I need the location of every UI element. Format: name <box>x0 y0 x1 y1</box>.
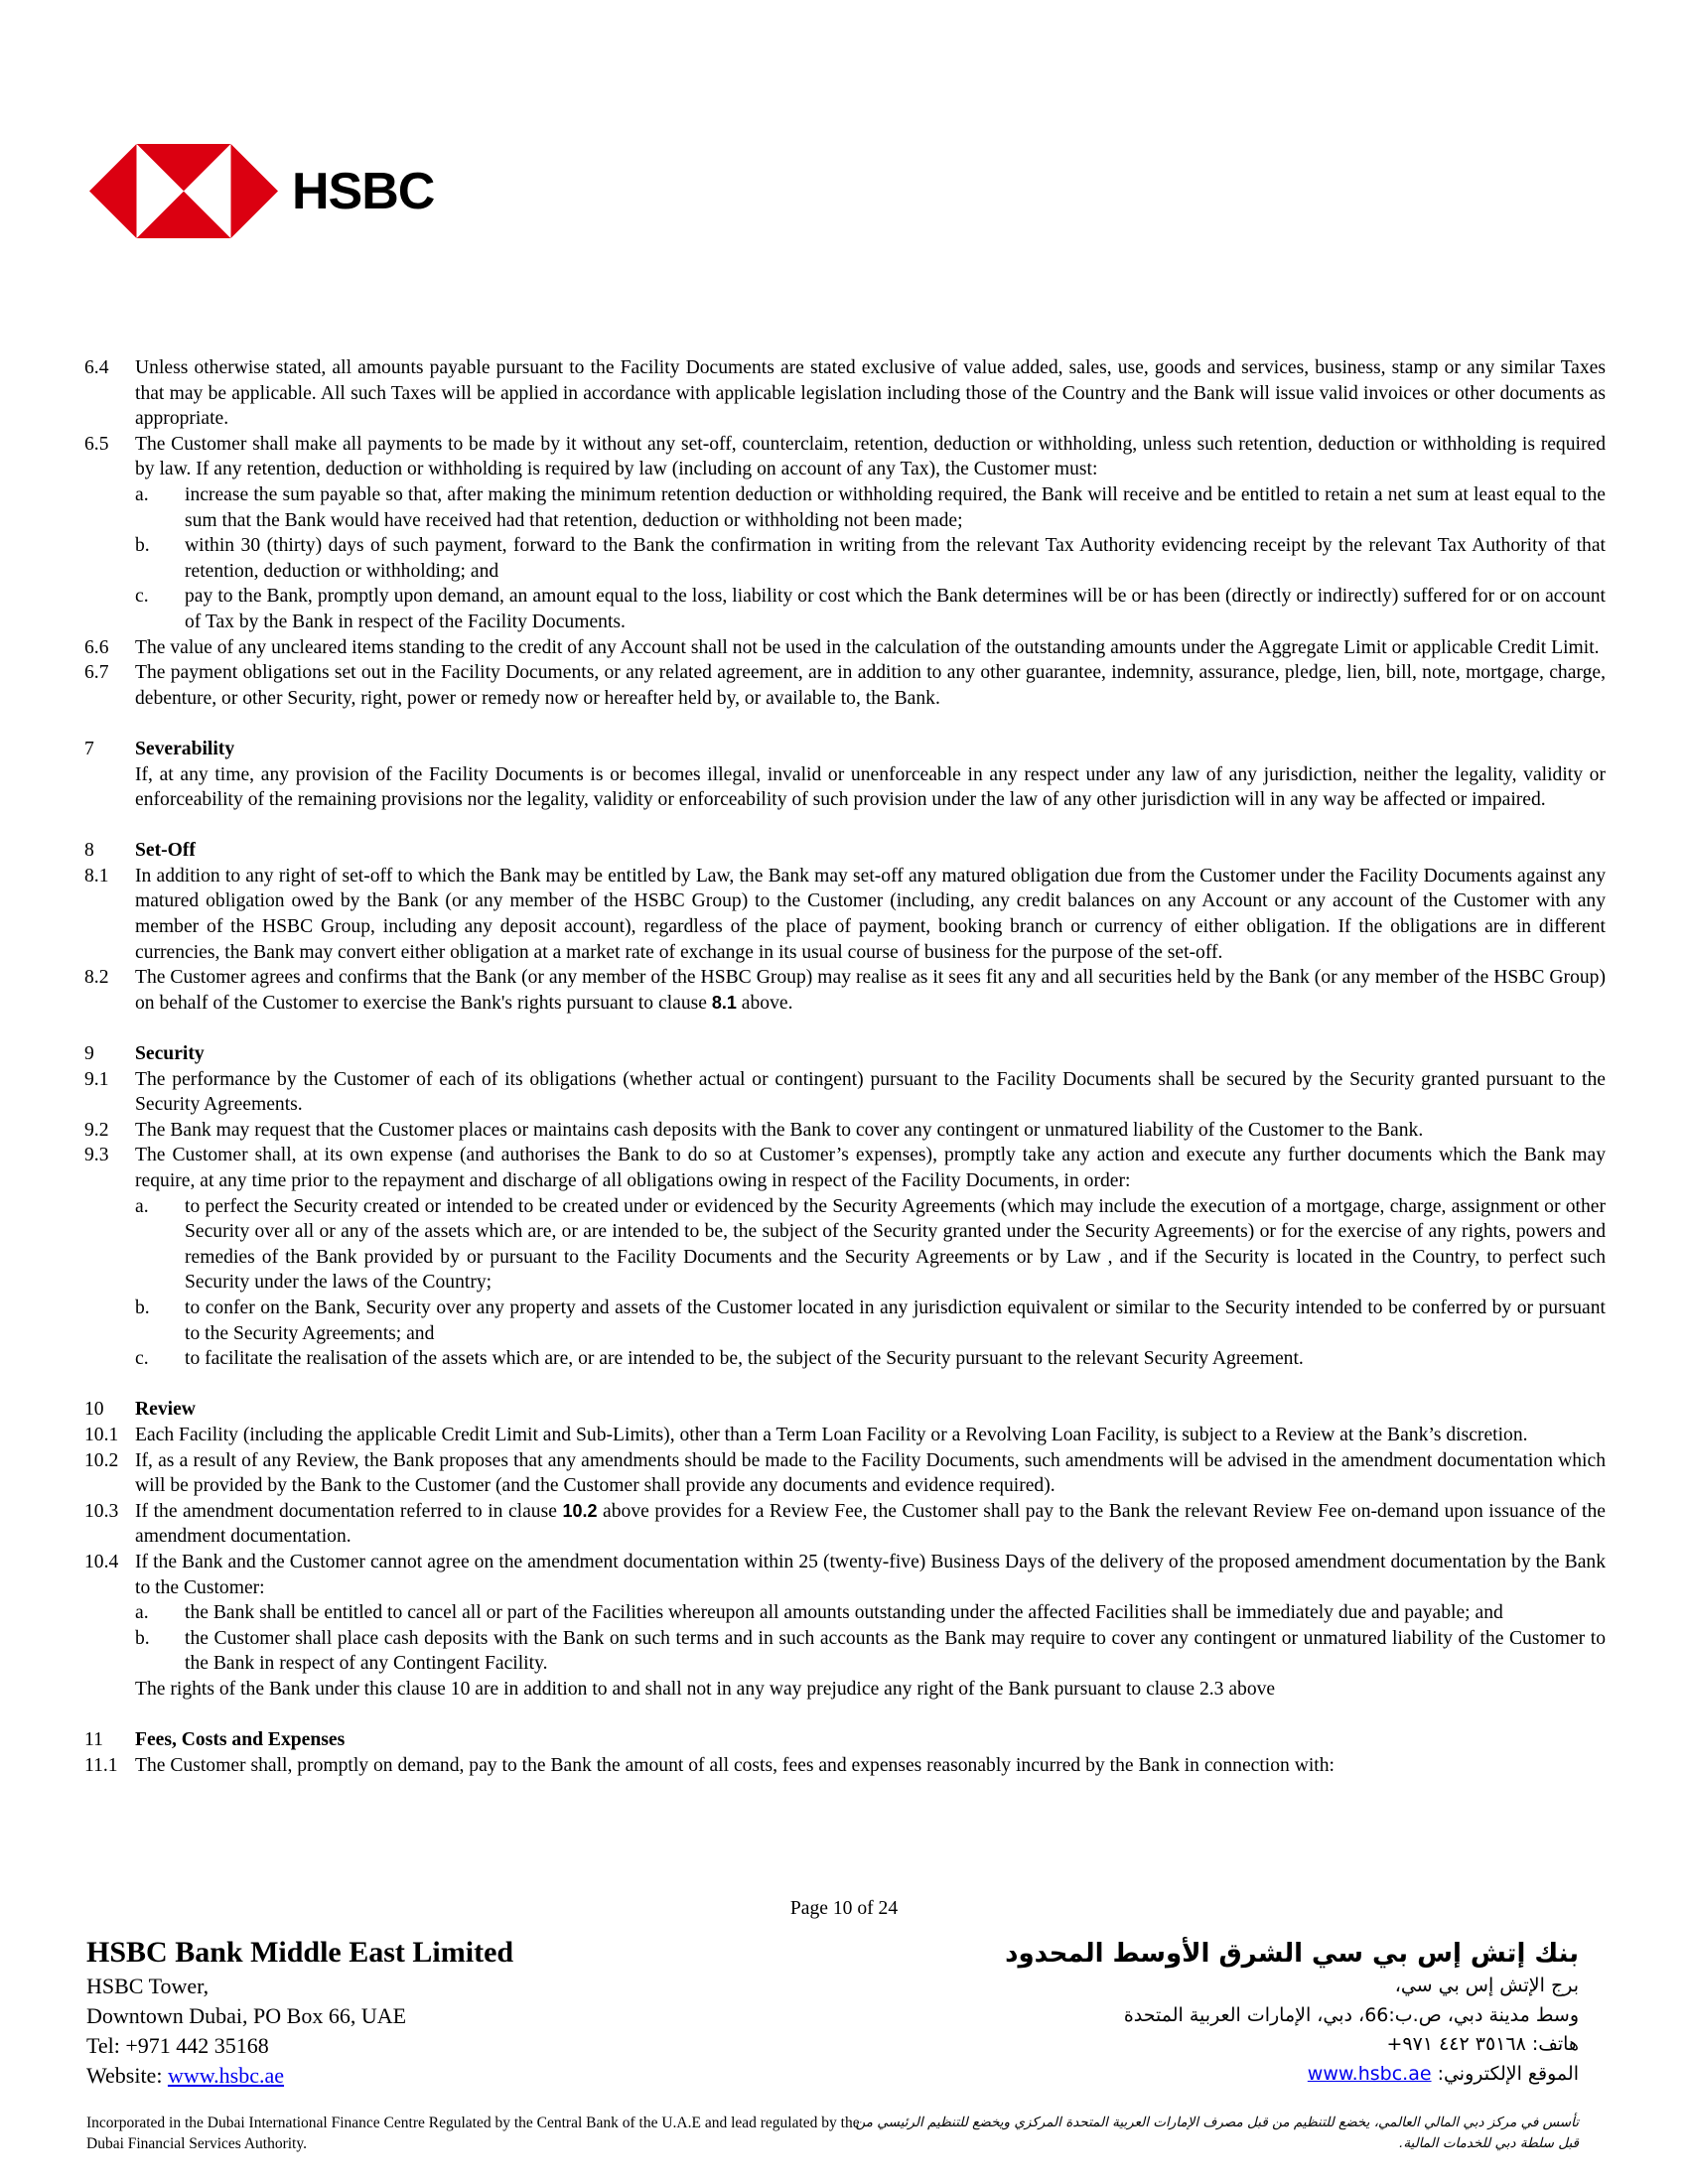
logo-text: HSBC <box>292 162 435 220</box>
clause-6-5-b <box>84 533 1606 584</box>
item-letter: c. <box>135 1348 149 1370</box>
section-number: 10 <box>84 1399 104 1421</box>
section-title: Severability <box>135 738 235 759</box>
item-letter: b. <box>135 535 150 557</box>
footer-telephone-arabic: هاتف: ٣٥١٦٨ ٤٤٢ ٩٧١+ <box>1386 2033 1579 2055</box>
clause-text: The Bank may request that the Customer places or maintains cash deposits with the Bank to cover any contingent or unmatured liability of the Customer to the Bank. <box>135 1119 1424 1141</box>
item-letter: b. <box>135 1297 150 1318</box>
footer-address-line-arabic: برج الإتش إس بي سي، <box>1394 1975 1579 1996</box>
item-letter: a. <box>135 1195 149 1217</box>
item-text: within 30 (thirty) days of such payment, forward to the Bank the confirmation in writing from the relevant Tax Authority evidencing receipt by the relevant Tax Authority of that retention, deduction or withholding; and <box>185 535 1606 582</box>
section-10-heading <box>84 1397 1606 1423</box>
item-letter: a. <box>135 1602 149 1624</box>
clause-6-4 <box>84 355 1606 432</box>
section-title: Set-Off <box>135 840 196 862</box>
clause-text: The performance by the Customer of each of its obligations (whether actual or contingent) pursuant to the Facility Documents shall be secured by the Security granted pursuant to the Security Agreements. <box>135 1068 1606 1116</box>
item-text: increase the sum payable so that, after making the minimum retention deduction or withholding required, the Bank will receive and be entitled to retain a net sum at least equal to the sum that the Bank would have received had that retention, deduction or withholding not been made; <box>185 483 1606 531</box>
section-11-heading <box>84 1727 1606 1753</box>
clause-10-4 <box>84 1550 1606 1600</box>
footer-address-line-arabic: وسط مدينة دبي، ص.ب:66، دبي، الإمارات العربية المتحدة <box>1123 2003 1579 2026</box>
item-text: to facilitate the realisation of the assets which are, or are intended to be, the subject of the Security pursuant to the relevant Security Agreement. <box>185 1348 1304 1370</box>
section-title: Fees, Costs and Expenses <box>135 1729 346 1751</box>
clause-10-4-b <box>84 1626 1606 1677</box>
clause-number: 6.5 <box>84 433 109 455</box>
clause-number: 10.1 <box>84 1424 119 1445</box>
clause-text: The Customer agrees and confirms that the Bank (or any member of the HSBC Group) may realise as it sees fit any and all securities held by the Bank (or any member of the HSBC Group) on behalf of the Customer to exercise the Bank's rights pursuant to clause 8.1 above. <box>135 967 1606 1014</box>
clause-9-3-a <box>84 1194 1606 1296</box>
item-text: the Bank shall be entitled to cancel all or part of the Facilities whereupon all amounts outstanding under the affected Facilities shall be immediately due and payable; and <box>185 1602 1503 1624</box>
section-7-text: If, at any time, any provision of the Facility Documents is or becomes illegal, invalid or unenforceable in any respect under any law of any jurisdiction, neither the legality, validity or enforceability of the remaining provisions nor the legality, validity or enforceability of such provision under the law of any other jurisdiction will in any way be affected or impaired. <box>135 763 1606 811</box>
clause-6-5 <box>84 432 1606 482</box>
website-link-arabic[interactable]: www.hsbc.ae <box>1307 2062 1432 2085</box>
item-letter: a. <box>135 483 149 505</box>
website-link[interactable]: www.hsbc.ae <box>167 2063 285 2088</box>
clause-9-3-b <box>84 1296 1606 1346</box>
clause-number: 6.7 <box>84 662 109 684</box>
clause-text: The Customer shall make all payments to be made by it without any set-off, counterclaim, retention, deduction or withholding, unless such retention, deduction or withholding is required by law. If any retention, deduction or withholding is required by law (including on account of any Tax), the Customer must: <box>135 433 1606 480</box>
clause-reference: 10.2 <box>562 1500 598 1521</box>
clause-number: 8.2 <box>84 967 109 989</box>
clause-10-1 <box>84 1423 1606 1448</box>
clause-number: 10.4 <box>84 1551 119 1572</box>
clause-text: If, as a result of any Review, the Bank proposes that any amendments should be made to the Facility Documents, such amendments will be advised in the amendment documentation which will be provided by the Bank to the Customer (and the Customer shall provide any documents and evidence required). <box>135 1449 1606 1497</box>
clause-text: Each Facility (including the applicable Credit Limit and Sub-Limits), other than a Term Loan Facility or a Revolving Loan Facility, is subject to a Review at the Bank’s discretion. <box>135 1424 1528 1445</box>
footer-address-line: HSBC Tower, <box>86 1974 210 1998</box>
section-title: Review <box>135 1399 196 1421</box>
clause-number: 9.3 <box>84 1145 109 1166</box>
clause-8-1 <box>84 864 1606 965</box>
clause-number: 10.2 <box>84 1449 119 1471</box>
clause-text: If the amendment documentation referred to in clause 10.2 above provides for a Review Fee, the Customer shall pay to the Bank the relevant Review Fee on-demand upon issuance of the amendment documentation. <box>135 1500 1606 1548</box>
clause-9-2 <box>84 1118 1606 1144</box>
clause-text: The Customer shall, promptly on demand, pay to the Bank the amount of all costs, fees and expenses reasonably incurred by the Bank in connection with: <box>135 1754 1335 1776</box>
clause-8-2 <box>84 965 1606 1016</box>
clause-11-1 <box>84 1753 1606 1779</box>
clause-6-5-c <box>84 584 1606 634</box>
footer-address-english <box>86 1934 513 2091</box>
clause-10-4-a <box>84 1600 1606 1626</box>
page-number: Page 10 of 24 <box>789 1898 899 1919</box>
clause-text: Unless otherwise stated, all amounts payable pursuant to the Facility Documents are stated exclusive of value added, sales, use, goods and services, business, stamp or any similar Taxes that may be applicable. All such Taxes will be applied in accordance with applicable legislation including those of the Country and the Bank will issue valid invoices or other documents as appropriate. <box>135 357 1606 430</box>
section-number: 9 <box>84 1043 94 1065</box>
item-letter: c. <box>135 586 149 608</box>
section-9-heading <box>84 1041 1606 1067</box>
hsbc-hexagon-icon <box>89 144 278 238</box>
clause-9-3 <box>84 1143 1606 1193</box>
clause-6-6 <box>84 635 1606 661</box>
clause-6-7 <box>84 660 1606 711</box>
footer-address-arabic <box>1005 1936 1579 2089</box>
clause-number: 10.3 <box>84 1500 119 1522</box>
footer-website: Website: www.hsbc.ae <box>86 2063 285 2088</box>
clause-reference: 8.1 <box>711 992 737 1013</box>
hsbc-logo <box>89 144 434 238</box>
clause-number: 6.4 <box>84 357 109 378</box>
clause-text: The Customer shall, at its own expense (and authorises the Bank to do so at Customer’s expenses), promptly take any action and execute any further documents which the Bank may require, at any time prior to the repayment and discharge of all obligations owing in respect of the Facility Documents, in order: <box>135 1145 1606 1191</box>
footer-bank-name-arabic: بنك إتش إس بي سي الشرق الأوسط المحدود <box>1005 1939 1579 1969</box>
clause-number: 11.1 <box>84 1754 118 1776</box>
clause-number: 9.2 <box>84 1119 109 1141</box>
item-text: to perfect the Security created or intended to be created under or evidenced by the Security Agreements (which may include the execution of a mortgage, charge, assignment or other Security over all or any of the assets which are, or are intended to be, the subject of the Security granted under the Security Agreements) or for the exercise of any rights, powers and remedies of the Bank provided by or pursuant to the Facility Documents and the Security Agreements or by Law , and if the Security is located in the Country, to perfect such Security under the laws of the Country; <box>185 1195 1606 1294</box>
legal-notice-english: Incorporated in the Dubai International Finance Centre Regulated by the Central Bank of the U.A.E and lead regulated by the Dubai Financial Services Authority. <box>86 2115 860 2152</box>
clause-9-3-c <box>84 1346 1606 1372</box>
clause-text: If the Bank and the Customer cannot agree on the amendment documentation within 25 (twenty-five) Business Days of the delivery of the proposed amendment documentation by the Bank to the Customer: <box>135 1551 1606 1598</box>
clause-text: In addition to any right of set-off to which the Bank may be entitled by Law, the Bank may set-off any matured obligation due from the Customer under the Facility Documents against any matured obligation owed by the Bank (or any member of the HSBC Group) to the Customer (including, any credit balances on any Account or any account of the Customer with any member of the HSBC Group, including any deposit account), regardless of the place of payment, booking branch or currency of either obligation. If the obligations are in different currencies, the Bank may convert either obligation at a market rate of exchange in its usual course of business for the purpose of the set-off. <box>135 865 1606 963</box>
section-number: 8 <box>84 840 94 862</box>
section-7-heading <box>84 737 1606 762</box>
item-text: the Customer shall place cash deposits with the Bank on such terms and in such accounts as the Bank may require to cover any contingent or unmatured liability of the Customer to the Bank in respect of any Contingent Facility. <box>185 1627 1606 1675</box>
clause-text: The value of any uncleared items standing to the credit of any Account shall not be used in the calculation of the outstanding amounts under the Aggregate Limit or applicable Credit Limit. <box>135 636 1600 658</box>
clause-number: 6.6 <box>84 636 109 658</box>
legal-notice-arabic: تأسس في مركز دبي المالي العالمي، يخضع للتنظيم من قبل مصرف الإمارات العربية المتحدة المركزي ويخضع للتنظيم الرئيسي من قبل سلطة دبي للخدمات المالية. <box>855 2115 1579 2151</box>
item-letter: b. <box>135 1627 150 1649</box>
document-body <box>84 355 1606 1778</box>
footer-telephone: Tel: +971 442 35168 <box>86 2033 269 2058</box>
footer-website-arabic: الموقع الإلكتروني: www.hsbc.ae <box>1307 2062 1579 2085</box>
clause-10-2 <box>84 1448 1606 1499</box>
clause-10-4-closing: The rights of the Bank under this clause 10 are in addition to and shall not in any way prejudice any right of the Bank pursuant to clause 2.3 above <box>135 1678 1276 1700</box>
clause-9-1 <box>84 1067 1606 1118</box>
section-8-heading <box>84 838 1606 864</box>
section-title: Security <box>135 1043 205 1065</box>
section-number: 11 <box>84 1729 103 1751</box>
item-text: to confer on the Bank, Security over any property and assets of the Customer located in any jurisdiction equivalent or similar to the Security intended to be conferred by or pursuant to the Security Agreements; and <box>185 1297 1606 1344</box>
item-text: pay to the Bank, promptly upon demand, an amount equal to the loss, liability or cost which the Bank determines will be or has been (directly or indirectly) suffered for or on account of Tax by the Bank in respect of the Facility Documents. <box>185 586 1606 632</box>
clause-number: 9.1 <box>84 1068 109 1090</box>
section-number: 7 <box>84 738 94 759</box>
clause-text: The payment obligations set out in the Facility Documents, or any related agreement, are in addition to any other guarantee, indemnity, assurance, pledge, lien, bill, note, mortgage, charge, debenture, or other Security, right, power or remedy now or hereafter held by, or available to, the Bank. <box>135 662 1606 709</box>
clause-6-5-a <box>84 482 1606 533</box>
clause-10-3 <box>84 1499 1606 1550</box>
footer-bank-name: HSBC Bank Middle East Limited <box>86 1936 514 1969</box>
footer-address-line: Downtown Dubai, PO Box 66, UAE <box>86 2003 407 2028</box>
clause-number: 8.1 <box>84 865 109 887</box>
